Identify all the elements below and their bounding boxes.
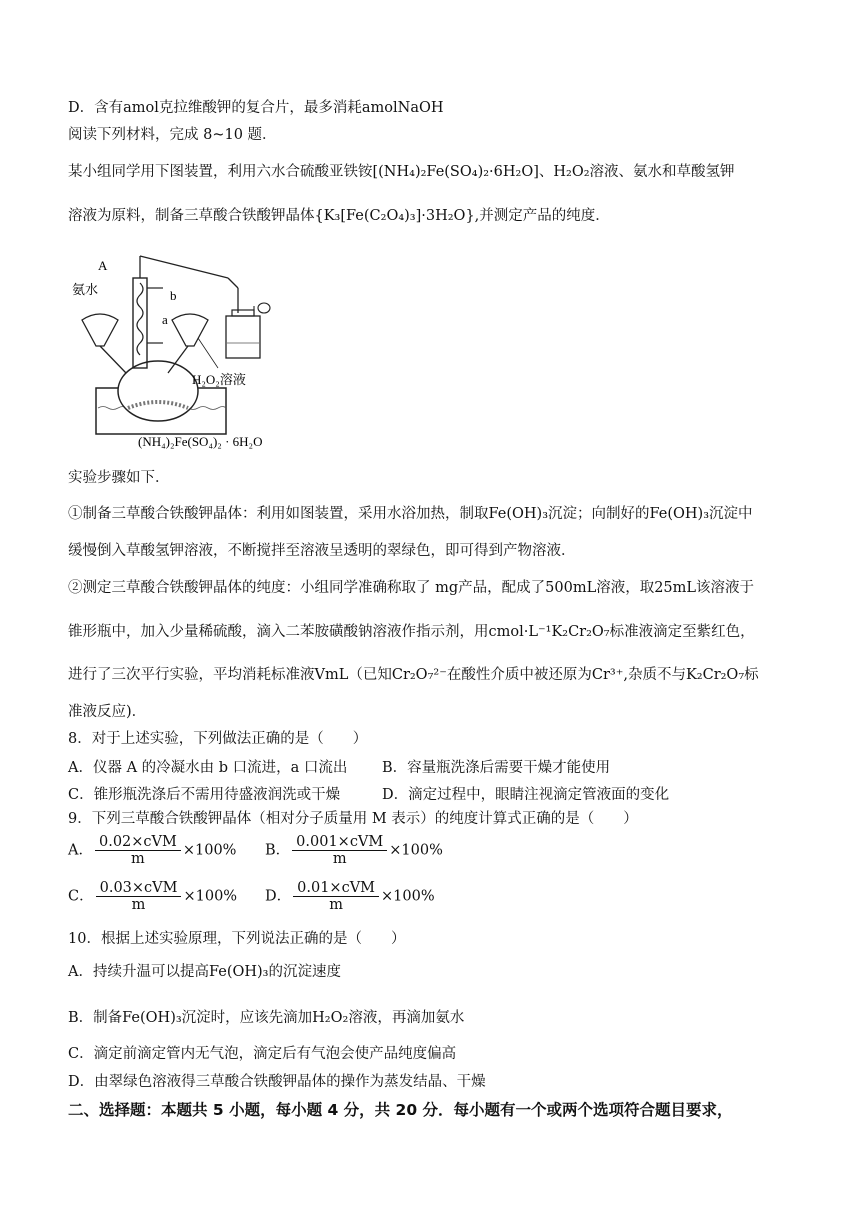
q8-stem: 8．对于上述实验，下列做法正确的是（ ） (68, 731, 368, 747)
label-ammonia: 氨水 (72, 282, 99, 297)
label-b: b (170, 288, 177, 303)
step2-line-d: 准液反应)． (68, 704, 147, 720)
q9-a-denominator: m (131, 851, 145, 867)
label-a: a (162, 312, 168, 327)
step1-line-a: ①制备三草酸合铁酸钾晶体：利用如图装置，采用水浴加热，制取Fe(OH)₃沉淀；向制好的Fe(OH)₃沉淀中 (68, 506, 753, 522)
section-2-heading: 二、选择题：本题共 5 小题，每小题 4 分，共 20 分．每小题有一个或两个选项符合题目要求， (68, 1101, 733, 1119)
q10-option-c: C．滴定前滴定管内无气泡，滴定后有气泡会使产品纯度偏高 (68, 1046, 457, 1062)
q8-option-b: B．容量瓶洗涤后需要干燥才能使用 (382, 760, 611, 776)
q9-option-c: C． $\frac{\text{0.03×cVM}}{m}$ ×100% (68, 880, 238, 913)
step1-line-b: 缓慢倒入草酸氢钾溶液，不断搅拌至溶液呈透明的翠绿色，即可得到产物溶液． (68, 543, 576, 559)
q8-option-d: D．滴定过程中，眼睛注视滴定管液面的变化 (382, 787, 670, 803)
step2-line-a: ②测定三草酸合铁酸钾晶体的纯度：小组同学准确称取了 mg产品，配成了500mL溶液，取25mL该溶液于 (68, 580, 755, 596)
q9-option-b: B． $\frac{\text{0.001×cVM}}{m}$ ×100% (265, 834, 443, 867)
q9-d-denominator: m (329, 897, 343, 913)
label-A: A (98, 258, 108, 273)
material-intro: 阅读下列材料，完成 8~10 题． (68, 127, 277, 143)
q9-option-a: A． $\frac{\text{0.02×cVM}}{m}$ ×100% (68, 834, 237, 867)
q9-b-numerator: 0.001×cVM (292, 834, 387, 851)
label-h2o2: H₂O₂溶液 (192, 372, 246, 387)
material-paragraph-1a: 某小组同学用下图装置，利用六水合硫酸亚铁铵[(NH₄)₂Fe(SO₄)₂·6H₂O]、H₂O₂溶液、氨水和草酸氢钾 (68, 164, 735, 180)
q9-a-numerator: 0.02×cVM (95, 834, 181, 851)
q9-d-numerator: 0.01×cVM (293, 880, 379, 897)
apparatus-figure (68, 248, 338, 453)
q9-c-denominator: m (131, 897, 146, 913)
q9-c-numerator: 0.03×cVM (96, 880, 182, 897)
q10-option-a: A．持续升温可以提高Fe(OH)₃的沉淀速度 (68, 964, 341, 980)
label-salt: (NH₄)₂Fe(SO₄)₂ · 6H₂O (138, 434, 263, 449)
q8-option-a: A．仪器 A 的冷凝水由 b 口流进，a 口流出 (68, 760, 348, 776)
steps-title: 实验步骤如下． (68, 470, 170, 486)
q9-b-denominator: m (332, 851, 347, 867)
step2-line-c: 进行了三次平行实验，平均消耗标准液VmL（已知Cr₂O₇²⁻在酸性介质中被还原为Cr³⁺,杂质不与K₂Cr₂O₇标 (68, 667, 759, 683)
q9-stem: 9．下列三草酸合铁酸钾晶体（相对分子质量用 M 表示）的纯度计算式正确的是（ ） (68, 811, 638, 827)
q7-option-d: D．含有amol克拉维酸钾的复合片，最多消耗amolNaOH (68, 100, 444, 116)
q10-stem: 10．根据上述实验原理，下列说法正确的是（ ） (68, 931, 406, 947)
step2-line-b: 锥形瓶中，加入少量稀硫酸，滴入二苯胺磺酸钠溶液作指示剂，用cmol·L⁻¹K₂Cr₂O₇标准液滴定至紫红色， (68, 624, 755, 640)
q9-option-d: D． $\frac{\text{0.01×cVM}}{m}$ ×100% (265, 880, 435, 913)
material-paragraph-1b: 溶液为原料，制备三草酸合铁酸钾晶体{K₃[Fe(C₂O₄)₃]·3H₂O},并测定产品的纯度． (68, 208, 610, 224)
q8-option-c: C．锥形瓶洗涤后不需用待盛液润洗或干燥 (68, 787, 341, 803)
q10-option-d: D．由翠绿色溶液得三草酸合铁酸钾晶体的操作为蒸发结晶、干燥 (68, 1074, 486, 1090)
q10-option-b: B．制备Fe(OH)₃沉淀时，应该先滴加H₂O₂溶液，再滴加氨水 (68, 1010, 465, 1026)
